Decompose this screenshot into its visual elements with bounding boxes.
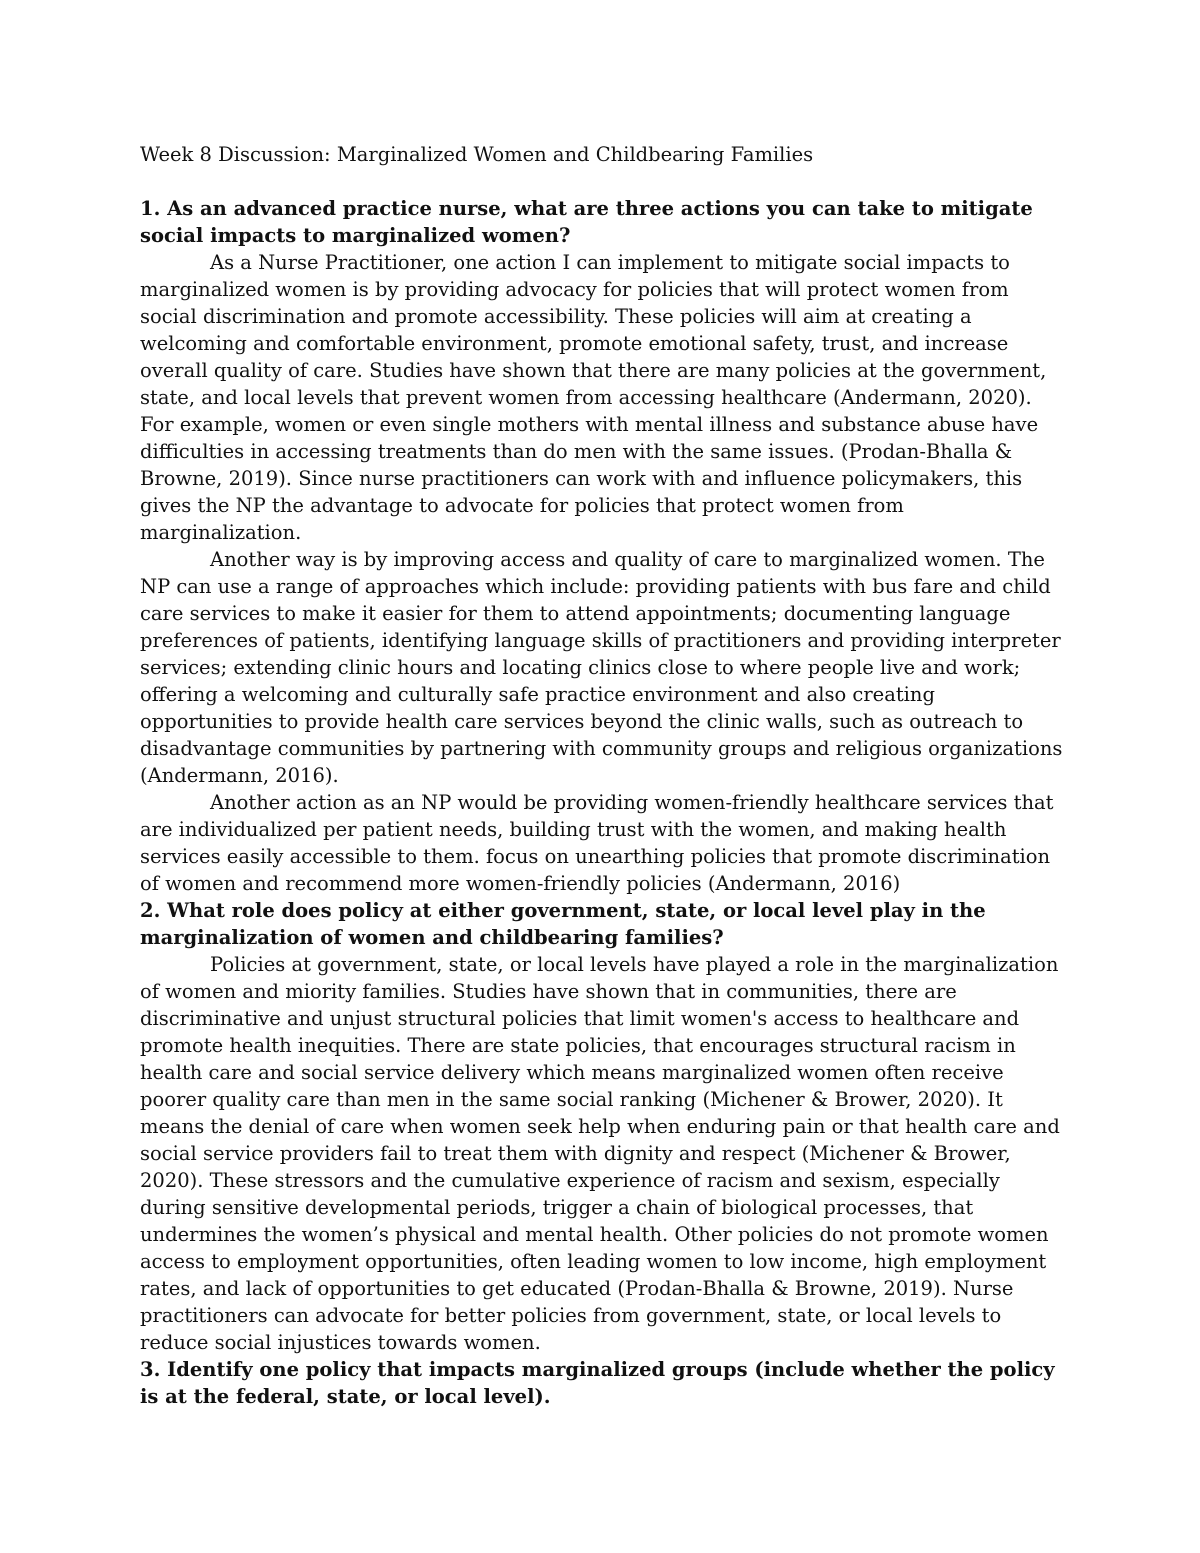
document-title: Week 8 Discussion: Marginalized Women and Childbearing Families xyxy=(140,143,814,166)
answer-2-paragraph-1: Policies at government, state, or local levels have played a role in the marginalization of women and miority families. Studies have shown that in communities, there are discriminative and unjust structural policies that limit women's access to healthcare and promote health inequities. There are state policies, that encourages structural racism in health care and social service delivery which means marginalized women often receive poorer quality care than men in the same social ranking (Michener & Brower, 2020). It means the denial of care when women seek help when enduring pain or that health care and social service providers fail to treat them with dignity and respect (Michener & Brower, 2020). These stressors and the cumulative experience of racism and sexism, especially during sensitive developmental periods, trigger a chain of biological processes, that undermines the women’s physical and mental health. Other policies do not promote women access to employment opportunities, often leading women to low income, high employment rates, and lack of opportunities to get educated (Prodan-Bhalla & Browne, 2019). Nurse practitioners can advocate for better policies from government, state, or local levels to reduce social injustices towards women. xyxy=(140,953,1060,1354)
answer-1-paragraph-3: Another action as an NP would be providing women-friendly healthcare services that are individualized per patient needs, building trust with the women, and making health services easily accessible to them. focus on unearthing policies that promote discrimination of women and recommend more women-friendly policies (Andermann, 2016) xyxy=(140,791,1054,895)
answer-1-paragraph-2: Another way is by improving access and quality of care to marginalized women. The NP can use a range of approaches which include: providing patients with bus fare and child care services to make it easier for them to attend appointments; documenting language preferences of patients, identifying language skills of practitioners and providing interpreter services; extending clinic hours and locating clinics close to where people live and work; offering a welcoming and culturally safe practice environment and also creating opportunities to provide health care services beyond the clinic walls, such as outreach to disadvantage communities by partnering with community groups and religious organizations (Andermann, 2016). xyxy=(140,548,1063,787)
question-2: 2. What role does policy at either government, state, or local level play in the marginalization of women and childbearing families? xyxy=(140,899,986,949)
question-1: 1. As an advanced practice nurse, what are three actions you can take to mitigate social impacts to marginalized women? xyxy=(140,197,1033,247)
answer-1-paragraph-1: As a Nurse Practitioner, one action I can implement to mitigate social impacts to marginalized women is by providing advocacy for policies that will protect women from social discrimination and promote accessibility. These policies will aim at creating a welcoming and comfortable environment, promote emotional safety, trust, and increase overall quality of care. Studies have shown that there are many policies at the government, state, and local levels that prevent women from accessing healthcare (Andermann, 2020). For example, women or even single mothers with mental illness and substance abuse have difficulties in accessing treatments than do men with the same issues. (Prodan-Bhalla & Browne, 2019). Since nurse practitioners can work with and influence policymakers, this gives the NP the advantage to advocate for policies that protect women from marginalization. xyxy=(140,251,1047,544)
question-3: 3. Identify one policy that impacts marginalized groups (include whether the policy is at the federal, state, or local level). xyxy=(140,1358,1055,1408)
document-page xyxy=(140,141,1070,1410)
